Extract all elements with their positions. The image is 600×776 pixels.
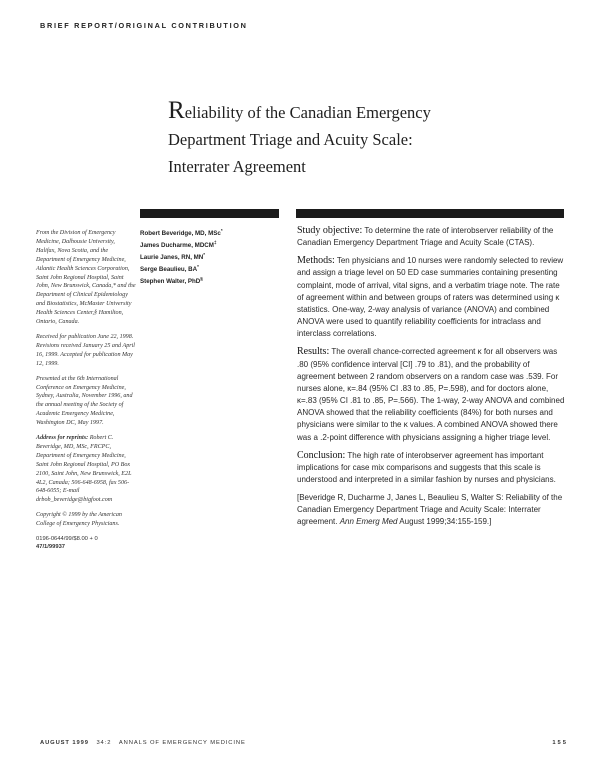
title-line-2: Department Triage and Acuity Scale:: [168, 130, 413, 149]
reprints-text: Robert C. Beveridge, MD, MSc, FRCPC, Department of Emergency Medicine, Saint John Regional Hospital, PO Box 2100, Saint John, New Brunswick, E2L 4L2, Canada; 506-648-6958, fax 506-648-6055; E-mail drbob_beveridge@bigfoot.com: [36, 435, 132, 504]
affiliation-column: [36, 229, 136, 551]
author-list: [140, 228, 290, 288]
received-note: Received for publication June 22, 1998. Revisions received January 25 and April 16, 1999. Accepted for publication May 12, 1999.: [36, 333, 135, 367]
citation-journal: Ann Emerg Med: [339, 517, 398, 527]
authors-divider-bar: [140, 209, 279, 218]
abstract-divider-bar: [296, 209, 564, 218]
objective-label: Study objective:: [297, 225, 363, 236]
methods-label: Methods:: [297, 255, 335, 267]
author-item: Serge Beaulieu, BA*: [140, 263, 199, 273]
results-label: Results:: [297, 346, 330, 358]
author-item: Robert Beveridge, MD, MSc*: [140, 227, 223, 237]
objective-text: To determine the rate of interobserver reliability of the Canadian Emergency Department Triage and Acuity Scale (CTAS).: [297, 226, 554, 248]
author-item: Stephen Walter, PhD§: [140, 275, 203, 285]
title-line-1: [168, 99, 568, 126]
citation-volume: August 1999;34:155-159.]: [399, 517, 492, 527]
reprints-label: Address for reprints:: [36, 435, 89, 442]
institutions-note: From the Division of Emergency Medicine, Dalhousie University, Halifax, Nova Scotia, and the Department of Emergency Medicine, Atlantic Health Sciences Corporation, Saint John Regional Hospital, Saint John, New Brunswick, Canada,* and the Department of Clinical Epidemiology and Biostatistics, McMaster University Health Sciences Center,§ Hamilton, Ontario, Canada.: [36, 230, 136, 326]
title-line-1-text: eliability of the Canadian Emergency: [184, 103, 431, 122]
title-line-3: Interrater Agreement: [168, 157, 306, 176]
abstract-methods: [297, 255, 565, 340]
author-item: Laurie Janes, RN, MN*: [140, 251, 206, 261]
title-drop-cap: R: [168, 97, 185, 124]
article-title: [168, 99, 568, 180]
citation-text: [Beveridge R, Ducharme J, Janes L, Beaulieu S, Walter S: Reliability of the Canadian Emergency Department Triage and Acuity Scale: Interrater agreement.: [297, 493, 563, 527]
methods-text: Ten physicians and 10 nurses were randomly selected to review and assign a triage level on 50 ED case summaries containing presenting complaint, mode of arrival, vital signs, and a verbatim triage note. The rate of agreement within and between groups of raters was determined using κ statistics. One-way, 2-way analysis of variance (ANOVA) and combined ANOVA were used to quantify reliability coefficients for intraclass and interclass correlations.: [297, 256, 564, 339]
page-number: 155: [552, 740, 568, 746]
results-text: The overall chance-corrected agreement κ for all observers was .80 (95% confidence interval [CI] .79 to .81), and the probability of agreement between 2 random observers on a random case was .539. For nurses alone, κ=.84 (95% CI .83 to .85, P=.598), and for doctors alone, κ=.83 (95% CI .81 to .85, P=.566). The 1-way, 2-way ANOVA and combined ANOVA showed that the reliability coefficients (84%) for both nurses and physicians were similar to the κ values. A combined ANOVA showed there was a .2-point difference with physicians assigning a higher triage level.: [297, 347, 565, 442]
publisher-code-1: 0196-0644/99/$8.00 + 0: [36, 536, 98, 543]
conclusion-label: Conclusion:: [297, 449, 346, 461]
conclusion-text: The high rate of interobserver agreement has important implications for case mix comparisons and suggests that this scale is understood and interpreted in a similar fashion by nurses and physicians.: [297, 450, 556, 484]
footer-volume: 34:2: [96, 740, 112, 746]
citation: [297, 492, 565, 528]
abstract: [297, 225, 565, 535]
abstract-results: [297, 346, 565, 443]
footer-left: [40, 740, 246, 746]
copyright-note: Copyright © 1999 by the American College of Emergency Physicians.: [36, 512, 122, 528]
abstract-conclusion: [297, 450, 565, 486]
publisher-code-2: 47/1/99937: [36, 544, 66, 551]
section-header: BRIEF REPORT/ORIGINAL CONTRIBUTION: [40, 21, 248, 30]
abstract-objective: [297, 225, 565, 249]
author-item: James Ducharme, MDCM‡: [140, 239, 217, 249]
reprints-note: [36, 434, 136, 505]
footer-journal: ANNALS OF EMERGENCY MEDICINE: [118, 740, 246, 746]
footer-date: AUGUST 1999: [40, 740, 89, 746]
presented-note: Presented at the 6th International Conference on Emergency Medicine, Sydney, Australia, November 1996, and the annual meeting of the Society of Academic Emergency Medicine, Washington DC, May 1997.: [36, 375, 133, 427]
